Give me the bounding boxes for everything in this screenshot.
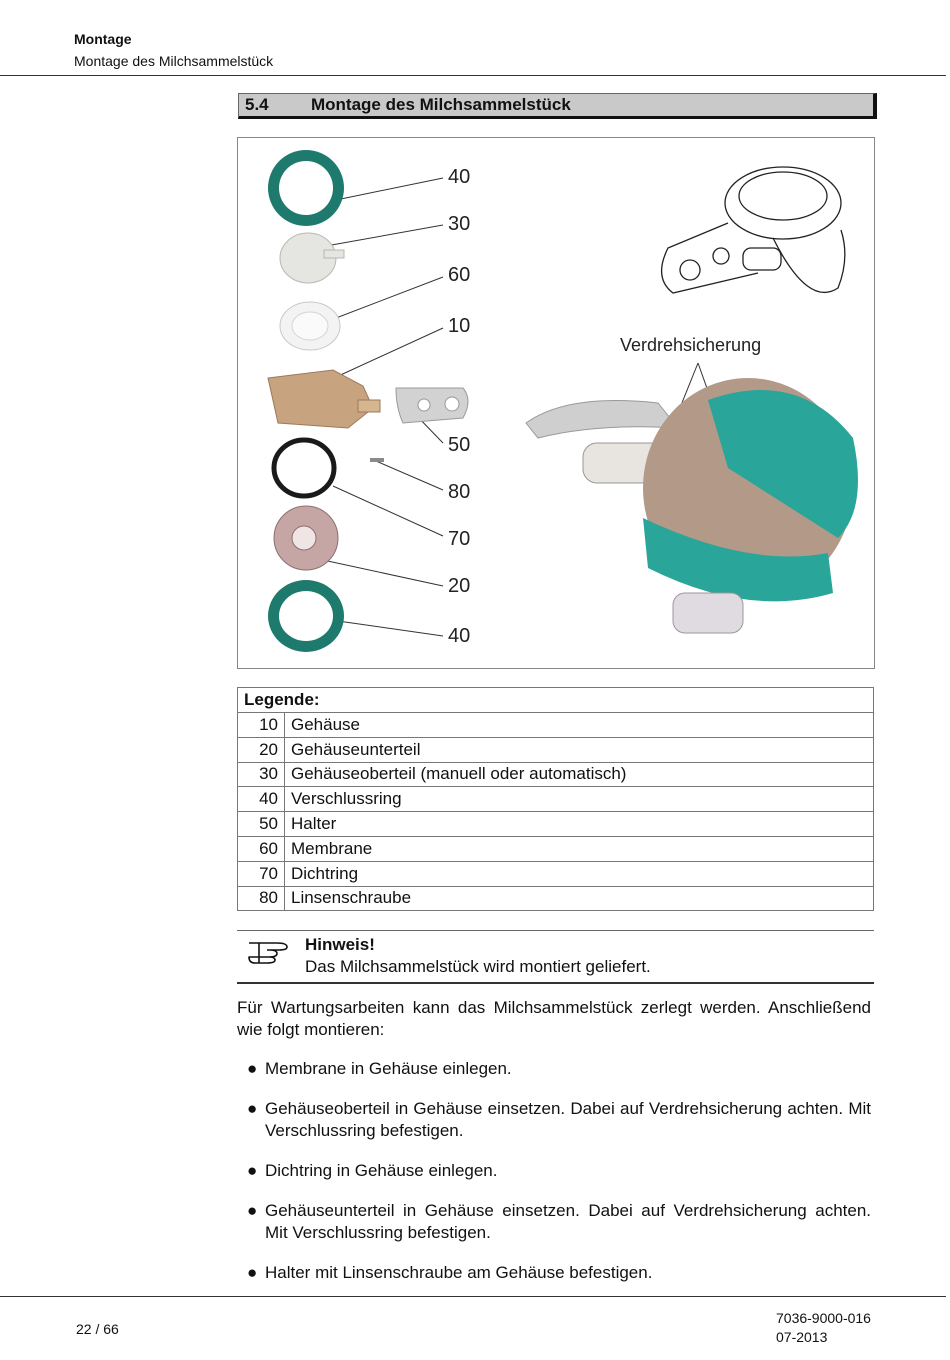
list-item (237, 1058, 871, 1080)
legend-text: Linsenschraube (285, 886, 874, 911)
bullet-icon: ● (247, 1263, 258, 1282)
page-number: 22 / 66 (76, 1321, 119, 1337)
legend-text: Verschlussring (285, 787, 874, 812)
list-item (237, 1262, 871, 1284)
callout-40-top: 40 (448, 166, 471, 188)
legend-text: Gehäuseunterteil (285, 737, 874, 762)
legend-text: Gehäuse (285, 713, 874, 738)
table-row (238, 787, 874, 812)
step-text: Gehäuseunterteil in Gehäuse einsetzen. Dabei auf Verdrehsicherung achten. Mit Verschlussring befestigen. (265, 1201, 871, 1242)
footer-divider (0, 1296, 946, 1297)
document-date: 07-2013 (776, 1329, 828, 1345)
bullet-icon: ● (247, 1099, 258, 1118)
callout-70: 70 (448, 528, 471, 550)
document-number: 7036-9000-016 (776, 1310, 871, 1326)
step-text: Halter mit Linsenschraube am Gehäuse befestigen. (265, 1263, 653, 1282)
pointing-hand-icon (247, 937, 291, 970)
step-text: Membrane in Gehäuse einlegen. (265, 1059, 512, 1078)
header-subtitle: Montage des Milchsammelstück (74, 53, 274, 69)
table-row (238, 737, 874, 762)
legend-number: 10 (238, 713, 285, 738)
callout-30: 30 (448, 213, 471, 235)
table-row (238, 812, 874, 837)
legend-title: Legende: (238, 688, 874, 713)
legend-number: 50 (238, 812, 285, 837)
legend-number: 30 (238, 762, 285, 787)
legend-table (237, 687, 874, 911)
section-heading (238, 93, 877, 119)
callout-10: 10 (448, 315, 471, 337)
callout-80: 80 (448, 481, 471, 503)
legend-header-row (238, 688, 874, 713)
bullet-icon: ● (247, 1059, 258, 1078)
assembly-steps-list (237, 1058, 871, 1302)
figure-illustration (238, 138, 874, 668)
header-title: Montage (74, 31, 132, 47)
table-row (238, 886, 874, 911)
header-divider (0, 75, 946, 76)
section-title: Montage des Milchsammelstück (311, 95, 571, 114)
legend-number: 80 (238, 886, 285, 911)
exploded-view-figure (237, 137, 875, 669)
table-row (238, 861, 874, 886)
legend-number: 40 (238, 787, 285, 812)
legend-text: Halter (285, 812, 874, 837)
callout-20: 20 (448, 575, 471, 597)
table-row (238, 836, 874, 861)
intro-paragraph: Für Wartungsarbeiten kann das Milchsammelstück zerlegt werden. Anschließend wie folgt montieren: (237, 998, 871, 1039)
callout-60: 60 (448, 264, 471, 286)
legend-number: 20 (238, 737, 285, 762)
step-text: Gehäuseoberteil in Gehäuse einsetzen. Dabei auf Verdrehsicherung achten. Mit Verschlussring befestigen. (265, 1099, 871, 1140)
note-title: Hinweis! (305, 935, 375, 954)
legend-text: Dichtring (285, 861, 874, 886)
list-item (237, 1200, 871, 1244)
bullet-icon: ● (247, 1201, 258, 1220)
callout-50: 50 (448, 434, 471, 456)
note-text: Das Milchsammelstück wird montiert geliefert. (305, 957, 651, 976)
table-row (238, 762, 874, 787)
legend-number: 70 (238, 861, 285, 886)
bullet-icon: ● (247, 1161, 258, 1180)
note-box (237, 930, 874, 984)
verdrehsicherung-label: Verdrehsicherung (620, 335, 762, 355)
list-item (237, 1098, 871, 1142)
list-item (237, 1160, 871, 1182)
callout-40-bottom: 40 (448, 625, 471, 647)
legend-text: Gehäuseoberteil (manuell oder automatisch) (285, 762, 874, 787)
step-text: Dichtring in Gehäuse einlegen. (265, 1161, 498, 1180)
legend-number: 60 (238, 836, 285, 861)
table-row (238, 713, 874, 738)
section-number: 5.4 (245, 95, 269, 114)
legend-text: Membrane (285, 836, 874, 861)
